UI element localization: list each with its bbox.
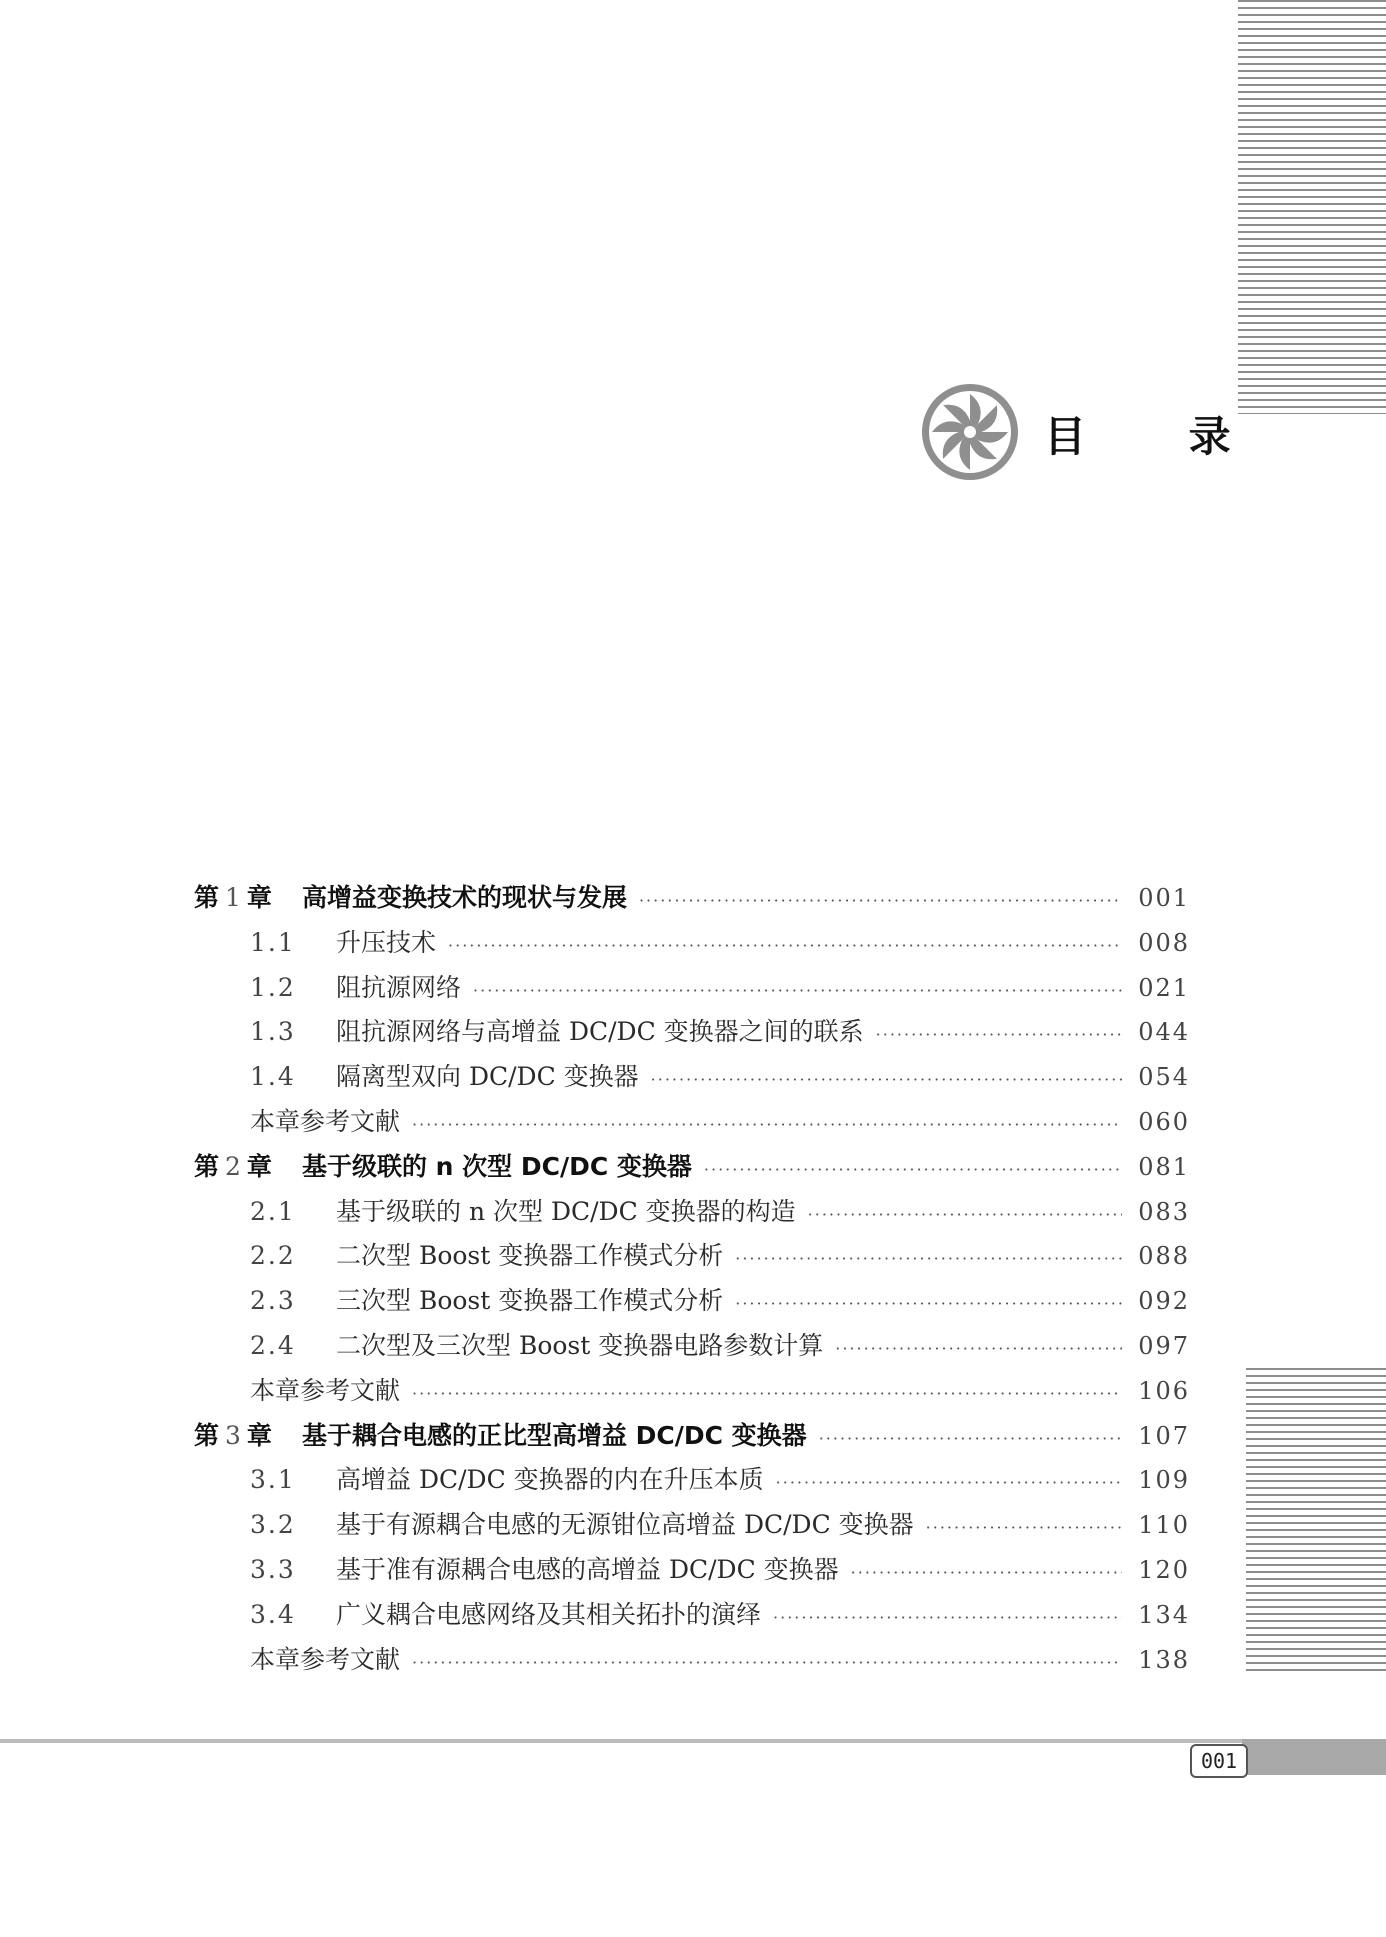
chapter-prefix: 第 — [194, 1420, 220, 1450]
page-ref: 081 — [1138, 1152, 1190, 1181]
leader-dots — [412, 1384, 1122, 1403]
leader-dots — [704, 1160, 1122, 1179]
leader-dots — [851, 1563, 1122, 1582]
section-number: 2.1 — [250, 1196, 296, 1226]
title-block — [920, 378, 1275, 488]
leader-dots — [639, 891, 1122, 910]
leader-dots — [735, 1249, 1122, 1268]
page-ref: 138 — [1138, 1645, 1190, 1674]
section-title: 阻抗源网络 — [336, 972, 462, 1002]
table-of-contents — [194, 878, 1190, 1684]
toc-chapter-entry[interactable] — [194, 1416, 1190, 1461]
page-ref: 060 — [1138, 1107, 1190, 1136]
page-ref: 088 — [1138, 1242, 1190, 1271]
section-number: 1.1 — [250, 927, 296, 957]
page-ref: 092 — [1138, 1287, 1190, 1316]
toc-references-entry[interactable] — [194, 1102, 1190, 1147]
section-title: 广义耦合电感网络及其相关拓扑的演绎 — [336, 1599, 762, 1629]
section-number: 1.2 — [250, 972, 296, 1002]
section-title: 升压技术 — [336, 927, 437, 957]
section-title: 三次型 Boost 变换器工作模式分析 — [336, 1286, 724, 1316]
leader-dots — [835, 1339, 1122, 1358]
leader-dots — [412, 1653, 1122, 1672]
toc-section-entry[interactable] — [194, 1281, 1190, 1326]
chapter-prefix: 第 — [194, 883, 220, 912]
toc-references-entry[interactable] — [194, 1371, 1190, 1416]
toc-chapter-entry[interactable] — [194, 878, 1190, 923]
leader-dots — [651, 1070, 1122, 1089]
leader-dots — [448, 936, 1122, 955]
chapter-number: 2 — [225, 1151, 241, 1181]
chapter-title: 基于级联的 n 次型 DC/DC 变换器 — [301, 1151, 692, 1181]
chapter-suffix: 章 — [246, 1151, 272, 1181]
toc-section-entry[interactable] — [194, 923, 1190, 968]
leader-dots — [776, 1473, 1122, 1492]
page-ref: 106 — [1138, 1376, 1190, 1405]
pinwheel-emblem-icon — [920, 382, 1020, 482]
toc-section-entry[interactable] — [194, 1012, 1190, 1057]
section-title: 基于级联的 n 次型 DC/DC 变换器的构造 — [336, 1196, 796, 1226]
section-number: 2.2 — [250, 1241, 296, 1271]
page-ref: 044 — [1138, 1018, 1190, 1047]
section-title: 隔离型双向 DC/DC 变换器 — [336, 1062, 639, 1092]
page-ref: 054 — [1138, 1063, 1190, 1092]
leader-dots — [412, 1115, 1122, 1134]
leader-dots — [735, 1294, 1122, 1313]
section-title: 二次型 Boost 变换器工作模式分析 — [336, 1241, 724, 1271]
page-ref: 107 — [1138, 1421, 1190, 1450]
toc-chapter-entry[interactable] — [194, 1147, 1190, 1192]
footer-rule — [0, 1739, 1386, 1743]
section-number: 3.1 — [250, 1465, 296, 1495]
chapter-suffix: 章 — [246, 883, 272, 912]
leader-dots — [876, 1025, 1122, 1044]
decorative-stripes-bottom — [1246, 1368, 1386, 1674]
chapter-number: 1 — [225, 883, 241, 912]
section-title: 阻抗源网络与高增益 DC/DC 变换器之间的联系 — [336, 1017, 864, 1047]
page-ref: 021 — [1138, 973, 1190, 1002]
toc-section-entry[interactable] — [194, 1057, 1190, 1102]
section-number: 2.3 — [250, 1286, 296, 1316]
chapter-suffix: 章 — [246, 1420, 272, 1450]
leader-dots — [819, 1429, 1122, 1448]
chapter-prefix: 第 — [194, 1151, 220, 1181]
references-title: 本章参考文献 — [250, 1106, 401, 1136]
page-title: 目 录 — [1044, 412, 1275, 461]
page-ref: 083 — [1138, 1197, 1190, 1226]
toc-section-entry[interactable] — [194, 968, 1190, 1013]
page-ref: 134 — [1138, 1600, 1190, 1629]
page-number: 001 — [1190, 1744, 1248, 1778]
toc-section-entry[interactable] — [194, 1326, 1190, 1371]
page-ref: 110 — [1138, 1511, 1190, 1540]
footer-band — [1242, 1739, 1386, 1775]
section-number: 3.4 — [250, 1599, 296, 1629]
section-title: 高增益 DC/DC 变换器的内在升压本质 — [336, 1465, 764, 1495]
chapter-title: 基于耦合电感的正比型高增益 DC/DC 变换器 — [301, 1420, 807, 1450]
leader-dots — [473, 981, 1122, 1000]
toc-section-entry[interactable] — [194, 1236, 1190, 1281]
chapter-title: 高增益变换技术的现状与发展 — [301, 883, 627, 912]
leader-dots — [926, 1518, 1122, 1537]
references-title: 本章参考文献 — [250, 1375, 401, 1405]
section-number: 1.3 — [250, 1017, 296, 1047]
chapter-number: 3 — [225, 1420, 241, 1450]
page-ref: 008 — [1138, 928, 1190, 957]
toc-section-entry[interactable] — [194, 1550, 1190, 1595]
page-ref: 109 — [1138, 1466, 1190, 1495]
section-number: 1.4 — [250, 1062, 296, 1092]
section-number: 3.2 — [250, 1510, 296, 1540]
page-ref: 001 — [1138, 884, 1190, 912]
decorative-stripes-top — [1238, 0, 1386, 414]
references-title: 本章参考文献 — [250, 1644, 401, 1674]
toc-section-entry[interactable] — [194, 1192, 1190, 1237]
section-number: 3.3 — [250, 1554, 296, 1584]
toc-references-entry[interactable] — [194, 1640, 1190, 1685]
leader-dots — [808, 1205, 1122, 1224]
toc-section-entry[interactable] — [194, 1505, 1190, 1550]
page-ref: 097 — [1138, 1331, 1190, 1360]
section-title: 二次型及三次型 Boost 变换器电路参数计算 — [336, 1330, 824, 1360]
toc-section-entry[interactable] — [194, 1595, 1190, 1640]
section-number: 2.4 — [250, 1330, 296, 1360]
section-title: 基于准有源耦合电感的高增益 DC/DC 变换器 — [336, 1554, 839, 1584]
section-title: 基于有源耦合电感的无源钳位高增益 DC/DC 变换器 — [336, 1510, 914, 1540]
leader-dots — [773, 1608, 1122, 1627]
toc-section-entry[interactable] — [194, 1460, 1190, 1505]
page-ref: 120 — [1138, 1555, 1190, 1584]
